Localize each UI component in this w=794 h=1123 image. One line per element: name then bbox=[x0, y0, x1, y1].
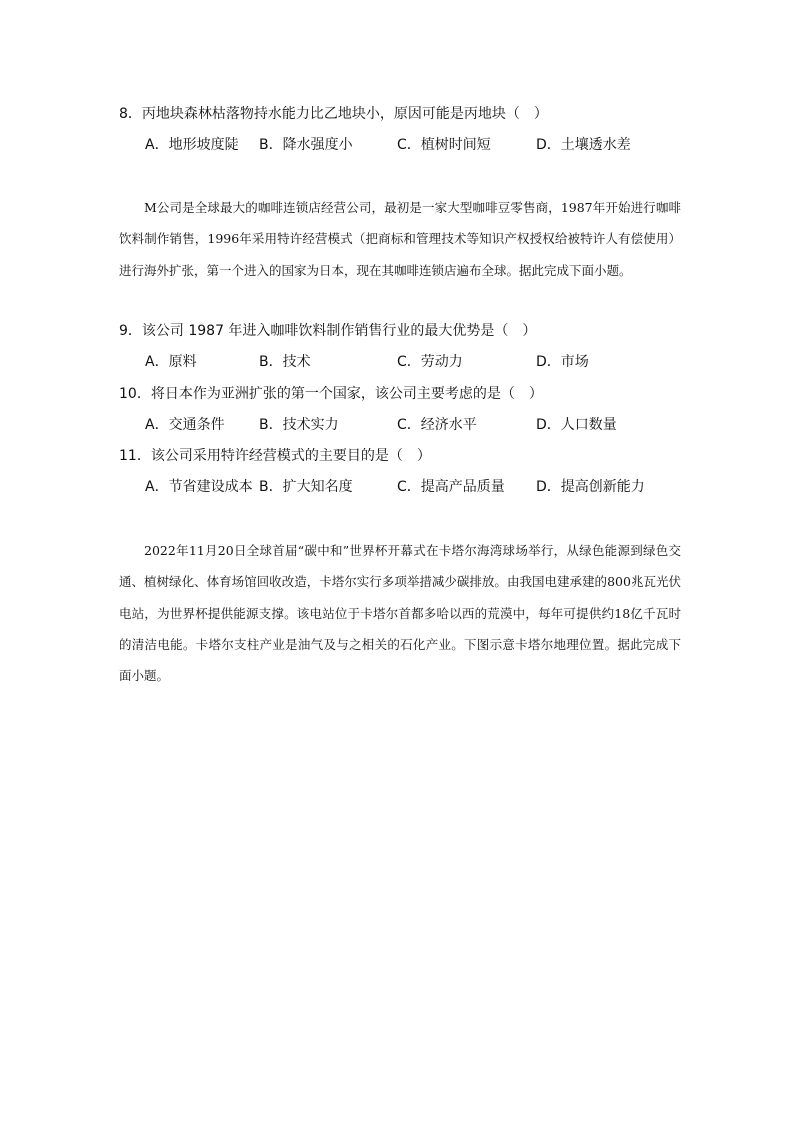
question-11-option-b: B．扩大知名度 bbox=[259, 479, 353, 495]
question-10-option-c: C．经济水平 bbox=[397, 417, 477, 433]
question-11-option-c: C．提高产品质量 bbox=[397, 479, 505, 495]
question-9-option-a: A．原料 bbox=[145, 354, 197, 370]
question-8-option-d: D．土壤透水差 bbox=[536, 137, 631, 153]
question-10-option-d: D．人口数量 bbox=[536, 417, 617, 433]
question-11-stem: 11．该公司采用特许经营模式的主要目的是（ ） bbox=[119, 448, 431, 464]
reading-passage-coffee-company: M公司是全球最大的咖啡连锁店经营公司，最初是一家大型咖啡豆零售商，1987年开始进行咖啡饮料制作销售，1996年采用特许经营模式（把商标和管理技术等知识产权授权给被特许人有偿使用）进行海外扩张，第一个进入的国家为日本，现在其咖啡连锁店遍布全球。据此完成下面小题。 bbox=[119, 200, 681, 278]
question-8-option-b: B．降水强度小 bbox=[259, 137, 353, 153]
question-10-options bbox=[145, 416, 705, 434]
question-8-options bbox=[145, 136, 705, 154]
question-8-stem: 8．丙地块森林枯落物持水能力比乙地块小，原因可能是丙地块（ ） bbox=[119, 106, 548, 122]
question-11-option-a: A．节省建设成本 bbox=[145, 479, 253, 495]
question-10-option-b: B．技术实力 bbox=[259, 417, 339, 433]
question-8-option-a: A．地形坡度陡 bbox=[145, 137, 239, 153]
question-10-option-a: A．交通条件 bbox=[145, 417, 225, 433]
question-11-options bbox=[145, 478, 705, 496]
question-9-options bbox=[145, 353, 705, 371]
question-9-option-d: D．市场 bbox=[536, 354, 589, 370]
reading-passage-qatar-world-cup: 2022年11月20日全球首届“碳中和”世界杯开幕式在卡塔尔海湾球场举行，从绿色能源到绿色交通、植树绿化、体育场馆回收改造，卡塔尔实行多项举措减少碳排放。由我国电建承建的800兆瓦光伏电站，为世界杯提供能源支撑。该电站位于卡塔尔首都多哈以西的荒漠中，每年可提供约18亿千瓦时的清洁电能。卡塔尔支柱产业是油气及与之相关的石化产业。下图示意卡塔尔地理位置。据此完成下面小题。 bbox=[119, 543, 681, 684]
question-9-option-c: C．劳动力 bbox=[397, 354, 463, 370]
question-9-option-b: B．技术 bbox=[259, 354, 311, 370]
question-9-stem: 9．该公司 1987 年进入咖啡饮料制作销售行业的最大优势是（ ） bbox=[119, 323, 537, 339]
question-10-stem: 10．将日本作为亚洲扩张的第一个国家，该公司主要考虑的是（ ） bbox=[119, 386, 543, 402]
question-11-option-d: D．提高创新能力 bbox=[536, 479, 645, 495]
question-8-option-c: C．植树时间短 bbox=[397, 137, 491, 153]
